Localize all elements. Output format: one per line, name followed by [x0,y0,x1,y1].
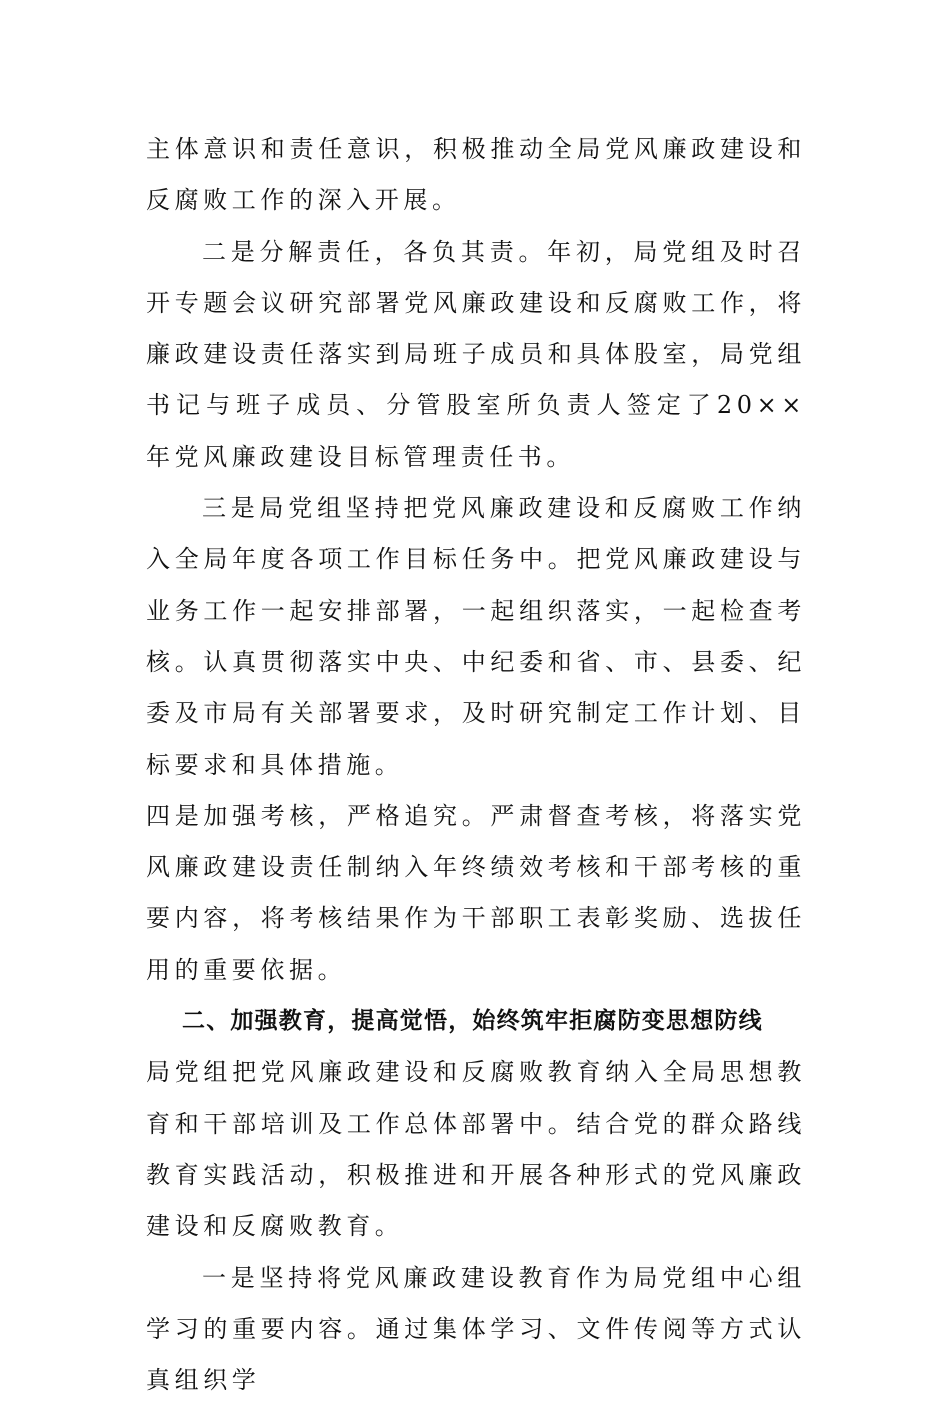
paragraph-continuation: 主体意识和责任意识，积极推动全局党风廉政建设和反腐败工作的深入开展。 [146,135,806,215]
paragraph-section-intro: 局党组把党风廉政建设和反腐败教育纳入全局思想教育和干部培训及工作总体部署中。结合党的群众路线教育实践活动，积极推进和开展各种形式的党风廉政建设和反腐败教育。 [146,1058,806,1241]
paragraph-point-three: 三是局党组坚持把党风廉政建设和反腐败工作纳入全局年度各项工作目标任务中。把党风廉政建设与业务工作一起安排部署，一起组织落实，一起检查考核。认真贯彻落实中央、中纪委和省、市、县委、纪委及市局有关部署要求，及时研究制定工作计划、目标要求和具体措施。 [146,494,806,779]
document-body [146,124,806,1406]
section-heading: 二、加强教育，提高觉悟，始终筑牢拒腐防变思想防线 [182,1008,763,1035]
paragraph-point-four: 四是加强考核，严格追究。严肃督查考核，将落实党风廉政建设责任制纳入年终绩效考核和干部考核的重要内容，将考核结果作为干部职工表彰奖励、选拔任用的重要依据。 [146,801,806,984]
paragraph-point-one: 一是坚持将党风廉政建设教育作为局党组中心组学习的重要内容。通过集体学习、文件传阅等方式认真组织学 [146,1263,806,1395]
paragraph-point-two: 二是分解责任，各负其责。年初，局党组及时召开专题会议研究部署党风廉政建设和反腐败工作，将廉政建设责任落实到局班子成员和具体股室，局党组书记与班子成员、分管股室所负责人签定了20××年党风廉政建设目标管理责任书。 [146,237,806,471]
